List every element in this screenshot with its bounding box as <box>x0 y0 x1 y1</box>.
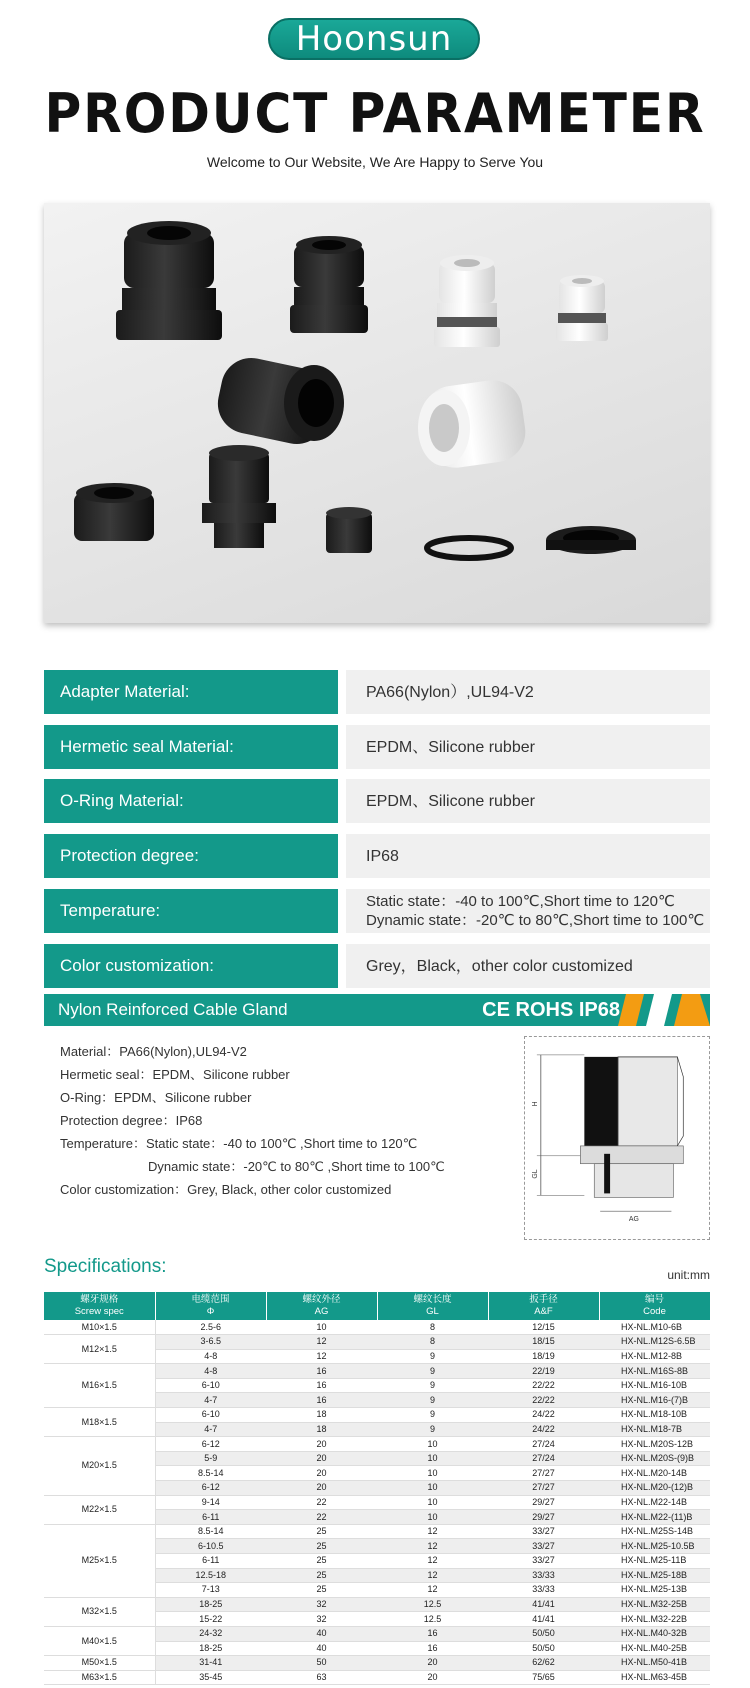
ag-cell: 16 <box>266 1393 377 1408</box>
gl-cell: 9 <box>377 1408 488 1423</box>
cable-range-cell: 6-11 <box>155 1510 266 1525</box>
param-temperature <box>44 889 710 933</box>
cable-range-cell: 3-6.5 <box>155 1335 266 1350</box>
gl-cell: 12 <box>377 1539 488 1554</box>
code-cell: HX-NL.M12S-6.5B <box>599 1335 710 1350</box>
screw-spec-cell: M10×1.5 <box>44 1320 155 1335</box>
cable-range-cell: 9-14 <box>155 1495 266 1510</box>
cable-range-cell: 31-41 <box>155 1656 266 1671</box>
ag-cell: 40 <box>266 1626 377 1641</box>
cable-range-cell: 6-11 <box>155 1554 266 1569</box>
ag-cell: 50 <box>266 1656 377 1671</box>
param-label: Hermetic seal Material: <box>44 725 338 769</box>
brand-logo <box>268 18 480 60</box>
detail-protection: Protection degree：IP68 <box>60 1113 203 1128</box>
table-row <box>44 1656 710 1671</box>
ag-cell: 20 <box>266 1451 377 1466</box>
gl-cell: 10 <box>377 1451 488 1466</box>
table-row <box>44 1364 710 1379</box>
ag-cell: 20 <box>266 1437 377 1452</box>
af-cell: 33/27 <box>488 1554 599 1569</box>
cable-range-cell: 6-10 <box>155 1378 266 1393</box>
code-cell: HX-NL.M20S-12B <box>599 1437 710 1452</box>
table-row <box>44 1437 710 1452</box>
screw-spec-cell: M20×1.5 <box>44 1437 155 1495</box>
dim-ag-label: AG <box>628 1216 639 1224</box>
param-label: Color customization: <box>44 944 338 988</box>
ag-cell: 18 <box>266 1422 377 1437</box>
specifications-title: Specifications: <box>44 1256 167 1277</box>
af-cell: 27/27 <box>488 1466 599 1481</box>
af-cell: 27/24 <box>488 1451 599 1466</box>
cable-range-cell: 12.5-18 <box>155 1568 266 1583</box>
specifications-table-body <box>44 1320 710 1685</box>
af-cell: 12/15 <box>488 1320 599 1335</box>
code-cell: HX-NL.M18-10B <box>599 1408 710 1423</box>
af-cell: 33/27 <box>488 1539 599 1554</box>
product-banner <box>44 994 710 1026</box>
ag-cell: 12 <box>266 1349 377 1364</box>
screw-spec-cell: M50×1.5 <box>44 1656 155 1671</box>
gl-cell: 8 <box>377 1320 488 1335</box>
gl-cell: 9 <box>377 1364 488 1379</box>
param-label: Adapter Material: <box>44 670 338 714</box>
screw-spec-cell: M32×1.5 <box>44 1597 155 1626</box>
af-cell: 29/27 <box>488 1510 599 1525</box>
ag-cell: 32 <box>266 1597 377 1612</box>
af-cell: 29/27 <box>488 1495 599 1510</box>
code-cell: HX-NL.M16-(7)B <box>599 1393 710 1408</box>
code-cell: HX-NL.M16S-8B <box>599 1364 710 1379</box>
ag-cell: 12 <box>266 1335 377 1350</box>
ag-cell: 32 <box>266 1612 377 1627</box>
af-cell: 33/33 <box>488 1568 599 1583</box>
cable-range-cell: 6-10 <box>155 1408 266 1423</box>
black-cap <box>74 483 154 541</box>
black-locknut <box>546 526 636 554</box>
af-cell: 27/27 <box>488 1481 599 1496</box>
af-cell: 50/50 <box>488 1641 599 1656</box>
detail-temperature: Temperature：Static state：-40 to 100℃ ,Short time to 120℃ <box>60 1136 418 1151</box>
specifications-table <box>44 1292 711 1685</box>
cable-range-cell: 6-10.5 <box>155 1539 266 1554</box>
af-cell: 41/41 <box>488 1597 599 1612</box>
ag-cell: 25 <box>266 1568 377 1583</box>
gl-cell: 10 <box>377 1495 488 1510</box>
af-cell: 27/24 <box>488 1437 599 1452</box>
table-row <box>44 1495 710 1510</box>
param-value: Grey，Black，other color customized <box>366 957 633 975</box>
detail-list <box>60 1040 445 1201</box>
code-cell: HX-NL.M25-11B <box>599 1554 710 1569</box>
code-cell: HX-NL.M32-22B <box>599 1612 710 1627</box>
ag-cell: 18 <box>266 1408 377 1423</box>
ag-cell: 63 <box>266 1670 377 1685</box>
gl-cell: 9 <box>377 1422 488 1437</box>
code-cell: HX-NL.M20-14B <box>599 1466 710 1481</box>
white-gland-lying <box>418 376 529 471</box>
param-hermetic-seal-material <box>44 725 710 769</box>
ag-cell: 25 <box>266 1524 377 1539</box>
black-claw <box>202 445 276 548</box>
detail-temperature-dynamic: Dynamic state：-20℃ to 80℃ ,Short time to 100℃ <box>148 1159 445 1174</box>
cable-range-cell: 24-32 <box>155 1626 266 1641</box>
param-value: PA66(Nylon）,UL94-V2 <box>366 683 534 701</box>
product-photo <box>44 203 710 623</box>
ag-cell: 10 <box>266 1320 377 1335</box>
cable-range-cell: 18-25 <box>155 1641 266 1656</box>
screw-spec-cell: M22×1.5 <box>44 1495 155 1524</box>
gl-cell: 16 <box>377 1641 488 1656</box>
gl-cell: 12.5 <box>377 1597 488 1612</box>
code-cell: HX-NL.M18-7B <box>599 1422 710 1437</box>
table-row <box>44 1524 710 1539</box>
af-cell: 62/62 <box>488 1656 599 1671</box>
gl-cell: 10 <box>377 1437 488 1452</box>
black-gland-large <box>116 221 222 340</box>
table-row <box>44 1626 710 1641</box>
ag-cell: 16 <box>266 1364 377 1379</box>
certification-marks: CE ROHS IP68 <box>482 998 620 1021</box>
cable-range-cell: 4-8 <box>155 1349 266 1364</box>
gl-cell: 9 <box>377 1393 488 1408</box>
code-cell: HX-NL.M22-14B <box>599 1495 710 1510</box>
page-title: PRODUCT PARAMETER <box>44 82 706 145</box>
param-value: IP68 <box>366 847 399 865</box>
gl-cell: 16 <box>377 1626 488 1641</box>
af-cell: 24/22 <box>488 1408 599 1423</box>
detail-color: Color customization：Grey, Black, other color customized <box>60 1182 392 1197</box>
black-gland-medium <box>290 236 368 333</box>
gl-cell: 12 <box>377 1524 488 1539</box>
o-ring <box>427 538 511 558</box>
cable-range-cell: 6-12 <box>155 1481 266 1496</box>
param-value: EPDM、Silicone rubber <box>366 738 535 756</box>
cable-range-cell: 4-7 <box>155 1422 266 1437</box>
code-cell: HX-NL.M16-10B <box>599 1378 710 1393</box>
param-label: Protection degree: <box>44 834 338 878</box>
gl-cell: 20 <box>377 1670 488 1685</box>
code-cell: HX-NL.M20-(12)B <box>599 1481 710 1496</box>
af-cell: 33/27 <box>488 1524 599 1539</box>
ag-cell: 20 <box>266 1481 377 1496</box>
header-code: 编号 Code <box>599 1292 710 1320</box>
param-value-static: Static state：-40 to 100℃,Short time to 120℃ <box>366 893 675 910</box>
code-cell: HX-NL.M25-10.5B <box>599 1539 710 1554</box>
detail-hermetic-seal: Hermetic seal：EPDM、Silicone rubber <box>60 1067 290 1082</box>
cable-range-cell: 4-7 <box>155 1393 266 1408</box>
cable-range-cell: 4-8 <box>155 1364 266 1379</box>
gl-cell: 10 <box>377 1510 488 1525</box>
gl-cell: 10 <box>377 1481 488 1496</box>
unit-label: unit:mm <box>667 1268 710 1282</box>
screw-spec-cell: M25×1.5 <box>44 1524 155 1597</box>
code-cell: HX-NL.M40-32B <box>599 1626 710 1641</box>
af-cell: 22/22 <box>488 1393 599 1408</box>
dim-h-label: H <box>531 1101 539 1107</box>
gl-cell: 12.5 <box>377 1612 488 1627</box>
white-gland-medium <box>434 255 500 347</box>
gl-cell: 12 <box>377 1583 488 1598</box>
code-cell: HX-NL.M63-45B <box>599 1670 710 1685</box>
param-label: O-Ring Material: <box>44 779 338 823</box>
af-cell: 75/65 <box>488 1670 599 1685</box>
param-adapter-material <box>44 670 710 714</box>
header-ag: 螺纹外径 AG <box>266 1292 377 1320</box>
header-screw-spec: 螺牙规格 Screw spec <box>44 1292 155 1320</box>
af-cell: 24/22 <box>488 1422 599 1437</box>
gl-cell: 9 <box>377 1349 488 1364</box>
banner-title: Nylon Reinforced Cable Gland <box>58 1000 288 1019</box>
af-cell: 22/22 <box>488 1378 599 1393</box>
cable-glands-illustration <box>44 203 710 623</box>
detail-material: Material：PA66(Nylon),UL94-V2 <box>60 1044 247 1059</box>
cable-range-cell: 8.5-14 <box>155 1466 266 1481</box>
code-cell: HX-NL.M50-41B <box>599 1656 710 1671</box>
ag-cell: 22 <box>266 1510 377 1525</box>
af-cell: 41/41 <box>488 1612 599 1627</box>
screw-spec-cell: M18×1.5 <box>44 1408 155 1437</box>
detail-o-ring: O-Ring：EPDM、Silicone rubber <box>60 1090 252 1105</box>
page-subtitle: Welcome to Our Website, We Are Happy to Serve You <box>206 154 544 170</box>
ag-cell: 25 <box>266 1539 377 1554</box>
param-o-ring-material <box>44 779 710 823</box>
cable-range-cell: 15-22 <box>155 1612 266 1627</box>
ag-cell: 16 <box>266 1378 377 1393</box>
af-cell: 33/33 <box>488 1583 599 1598</box>
gl-cell: 12 <box>377 1554 488 1569</box>
code-cell: HX-NL.M22-(11)B <box>599 1510 710 1525</box>
header-af: 扳手径 A&F <box>488 1292 599 1320</box>
cable-range-cell: 35-45 <box>155 1670 266 1685</box>
ag-cell: 20 <box>266 1466 377 1481</box>
ag-cell: 40 <box>266 1641 377 1656</box>
screw-spec-cell: M12×1.5 <box>44 1335 155 1364</box>
table-row <box>44 1408 710 1423</box>
technical-drawing <box>524 1036 710 1240</box>
code-cell: HX-NL.M12-8B <box>599 1349 710 1364</box>
gland-cross-section-icon <box>525 1037 709 1239</box>
table-header-row <box>44 1292 710 1320</box>
gl-cell: 20 <box>377 1656 488 1671</box>
param-color-customization <box>44 944 710 988</box>
table-row <box>44 1320 710 1335</box>
screw-spec-cell: M63×1.5 <box>44 1670 155 1685</box>
decorative-stripes-icon <box>618 994 710 1026</box>
gl-cell: 9 <box>377 1378 488 1393</box>
white-gland-small <box>556 275 608 341</box>
ag-cell: 22 <box>266 1495 377 1510</box>
cable-range-cell: 6-12 <box>155 1437 266 1452</box>
table-row <box>44 1597 710 1612</box>
gl-cell: 10 <box>377 1466 488 1481</box>
header-gl: 螺纹长度 GL <box>377 1292 488 1320</box>
cable-range-cell: 8.5-14 <box>155 1524 266 1539</box>
param-protection-degree <box>44 834 710 878</box>
af-cell: 18/15 <box>488 1335 599 1350</box>
param-value-dynamic: Dynamic state：-20℃ to 80℃,Short time to 100℃ <box>366 912 705 929</box>
code-cell: HX-NL.M32-25B <box>599 1597 710 1612</box>
code-cell: HX-NL.M25S-14B <box>599 1524 710 1539</box>
table-row <box>44 1670 710 1685</box>
cable-range-cell: 7-13 <box>155 1583 266 1598</box>
code-cell: HX-NL.M25-18B <box>599 1568 710 1583</box>
code-cell: HX-NL.M25-13B <box>599 1583 710 1598</box>
table-row <box>44 1335 710 1350</box>
screw-spec-cell: M16×1.5 <box>44 1364 155 1408</box>
black-gland-lying <box>212 352 344 449</box>
gl-cell: 8 <box>377 1335 488 1350</box>
af-cell: 50/50 <box>488 1626 599 1641</box>
logo-text: Hoonsun <box>295 19 453 59</box>
cable-range-cell: 18-25 <box>155 1597 266 1612</box>
dim-gl-label: GL <box>531 1169 539 1179</box>
ag-cell: 25 <box>266 1583 377 1598</box>
param-label: Temperature: <box>44 889 338 933</box>
ag-cell: 25 <box>266 1554 377 1569</box>
cable-range-cell: 2.5-6 <box>155 1320 266 1335</box>
code-cell: HX-NL.M40-25B <box>599 1641 710 1656</box>
code-cell: HX-NL.M10-6B <box>599 1320 710 1335</box>
black-seal <box>326 507 372 553</box>
code-cell: HX-NL.M20S-(9)B <box>599 1451 710 1466</box>
cable-range-cell: 5-9 <box>155 1451 266 1466</box>
param-value: EPDM、Silicone rubber <box>366 792 535 810</box>
gl-cell: 12 <box>377 1568 488 1583</box>
af-cell: 22/19 <box>488 1364 599 1379</box>
af-cell: 18/19 <box>488 1349 599 1364</box>
header-cable-range: 电缆范围 Φ <box>155 1292 266 1320</box>
screw-spec-cell: M40×1.5 <box>44 1626 155 1655</box>
